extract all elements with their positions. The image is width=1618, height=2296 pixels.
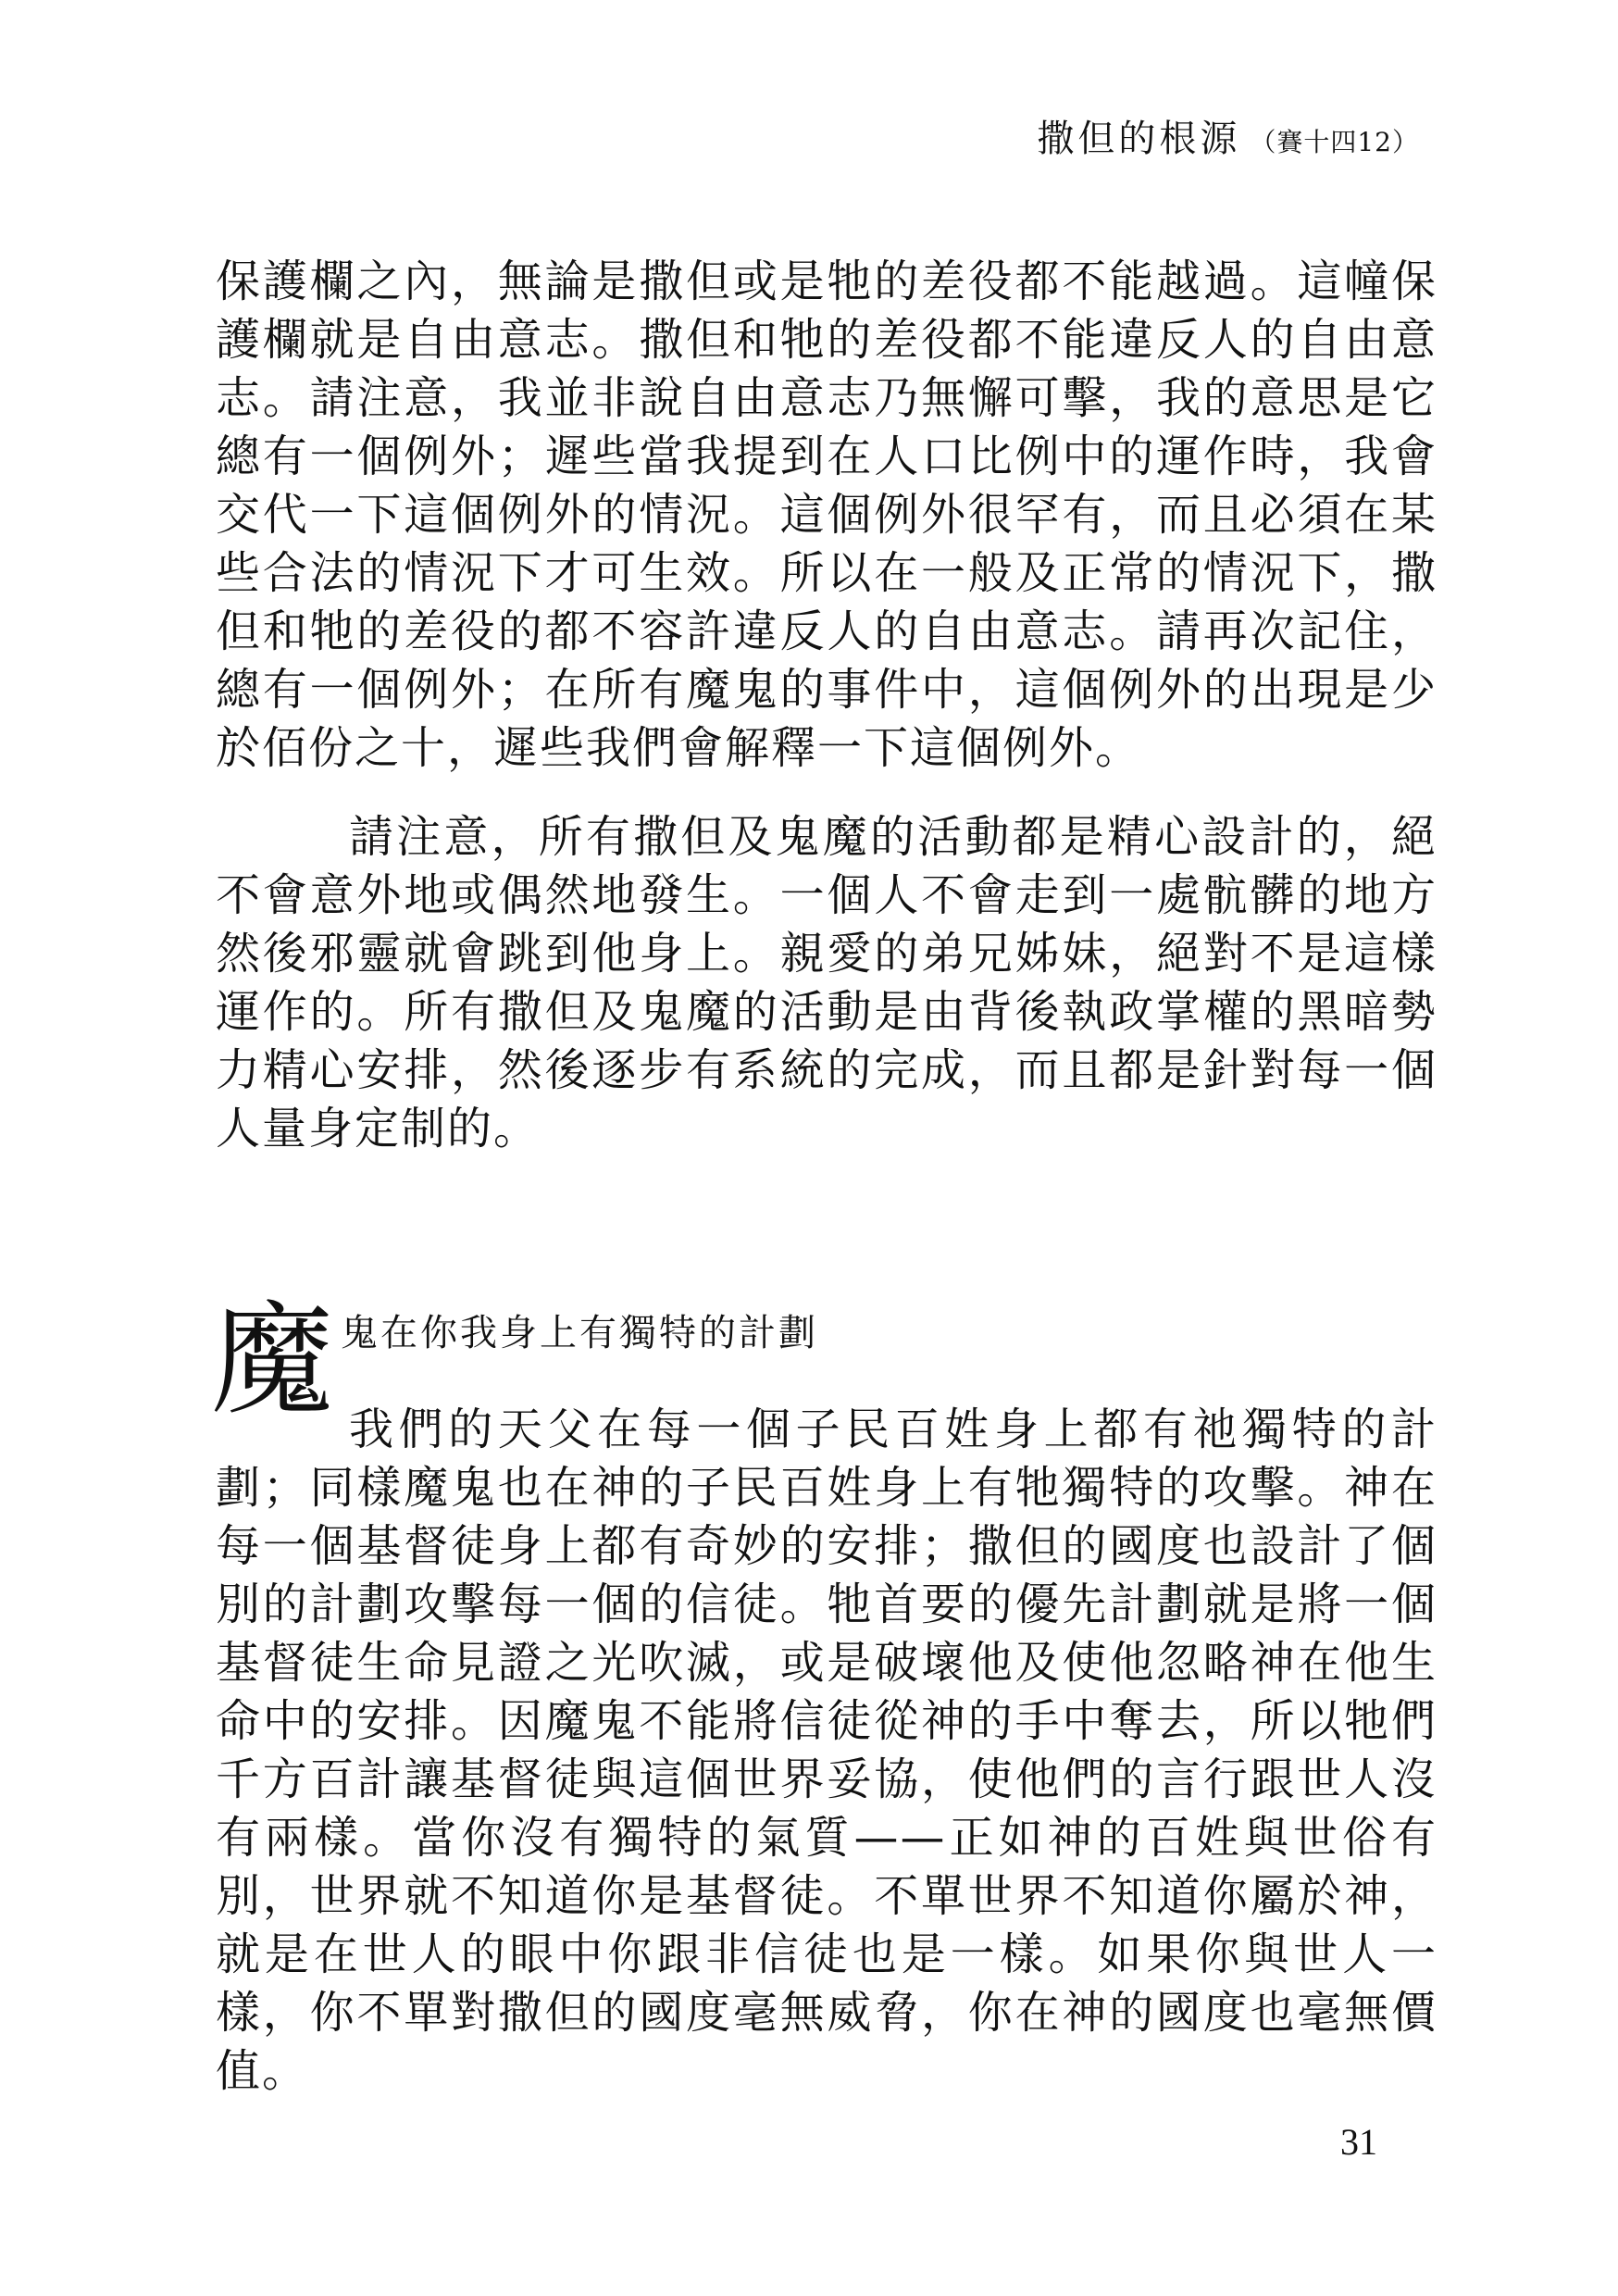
heading-dropcap: 魔 — [211, 1290, 333, 1432]
paragraph-1: 保護欄之內，無論是撒但或是牠的差役都不能越過。這幢保護欄就是自由意志。撒但和牠的差役都不能違反人的自由意志。請注意，我並非說自由意志乃無懈可擊，我的意思是它總有一個例外；遲些當我提到在人口比例中的運作時，我會交代一下這個例外的情況。這個例外很罕有，而且必須在某些合法的情況下才可生效。所以在一般及正常的情況下，撒但和牠的差役的都不容許違反人的自由意志。請再次記住，總有一個例外；在所有魔鬼的事件中，這個例外的出現是少於佰份之十，遲些我們會解釋一下這個例外。 — [216, 256, 1438, 774]
paragraph-2: 請注意，所有撒但及鬼魔的活動都是精心設計的，絕不會意外地或偶然地發生。一個人不會走到一處骯髒的地方然後邪靈就會跳到他身上。親愛的弟兄姊妹，絕對不是這樣運作的。所有撒但及鬼魔的活動是由背後執政掌權的黑暗勢力精心安排，然後逐步有系統的完成，而且都是針對每一個人量身定制的。 — [216, 811, 1438, 1154]
paragraph-3: 我們的天父在每一個子民百姓身上都有祂獨特的計劃；同樣魔鬼也在神的子民百姓身上有牠獨特的攻擊。神在每一個基督徒身上都有奇妙的安排；撒但的國度也設計了個別的計劃攻擊每一個的信徒。牠首要的優先計劃就是將一個基督徒生命見證之光吹滅，或是破壞他及使他忽略神在他生命中的安排。因魔鬼不能將信徒從神的手中奪去，所以牠們千方百計讓基督徒與這個世界妥協，使他們的言行跟世人沒有兩樣。當你沒有獨特的氣質——正如神的百姓與世俗有別，世界就不知道你是基督徒。不單世界不知道你屬於神，就是在世人的眼中你跟非信徒也是一樣。如果你與世人一樣，你不單對撒但的國度毫無威脅，你在神的國度也毫無價值。 — [216, 1404, 1438, 2097]
running-header — [1037, 109, 1419, 162]
heading-text: 鬼在你我身上有獨特的計劃 — [341, 1312, 818, 1354]
header-reference: （賽十四12） — [1250, 127, 1419, 157]
header-title: 撒但的根源 — [1037, 118, 1241, 160]
page-number: 31 — [1340, 2121, 1377, 2163]
